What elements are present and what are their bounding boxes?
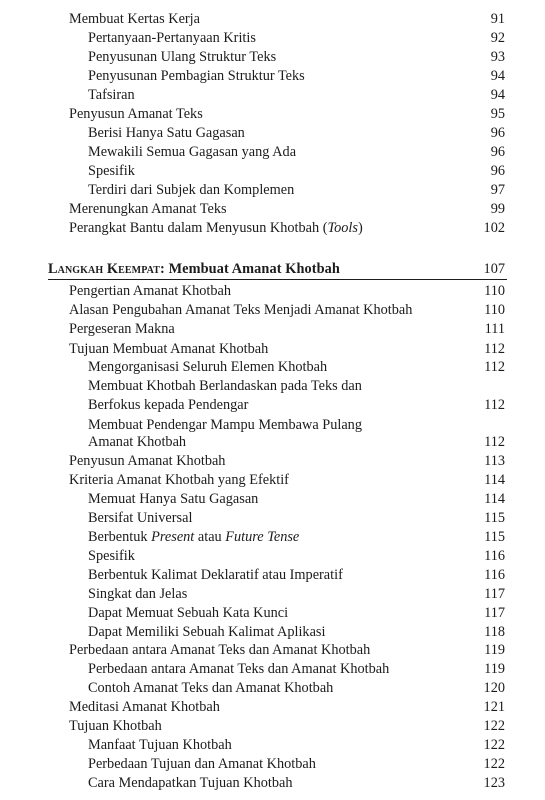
toc-entry-page: 94 (490, 87, 505, 103)
toc-entry-page: 110 (484, 283, 505, 299)
toc-entry-title: Membuat Kertas Kerja (69, 11, 201, 27)
chapter-page: 107 (483, 261, 505, 277)
toc-entry-page: 115 (484, 529, 505, 545)
toc-entry-page: 112 (484, 359, 505, 375)
toc-entry-title: Singkat dan Jelas (88, 586, 188, 602)
toc-entry-page: 95 (490, 106, 505, 122)
toc-entry-title: Memuat Hanya Satu Gagasan (88, 491, 259, 507)
toc-entry-title: Contoh Amanat Teks dan Amanat Khotbah (88, 680, 334, 696)
toc-entry-page: 96 (490, 125, 505, 141)
toc-entry-page: 116 (484, 548, 505, 564)
toc-entry-page: 112 (484, 434, 505, 450)
toc-entry-page: 112 (484, 341, 505, 357)
toc-entry-page: 113 (484, 453, 505, 469)
toc-entry-page: 122 (483, 756, 505, 772)
toc-entry-title: Manfaat Tujuan Khotbah (88, 737, 232, 753)
toc-entry-page: 117 (484, 586, 505, 602)
toc-entry-title: Spesifik (88, 163, 135, 179)
toc-entry-page: 112 (484, 397, 505, 413)
toc-entry-page: 122 (483, 718, 505, 734)
toc-entry-page: 123 (483, 775, 505, 791)
toc-entry-title-part: atau (194, 529, 226, 545)
toc-entry-title: Merenungkan Amanat Teks (69, 201, 227, 217)
toc-entry-title: Bersifat Universal (88, 510, 193, 526)
toc-entry-title: Alasan Pengubahan Amanat Teks Menjadi Amanat Khotbah (69, 302, 413, 318)
toc-entry-title: Penyusun Amanat Khotbah (69, 453, 226, 469)
toc-entry-page: 99 (490, 201, 505, 217)
toc-entry-page: 119 (484, 642, 505, 658)
toc-entry-title-part: ) (357, 220, 363, 236)
toc-entry-page: 117 (484, 605, 505, 621)
chapter-name: Membuat Amanat Khotbah (168, 261, 340, 277)
toc-entry-title-line2: Amanat Khotbah (88, 434, 187, 450)
toc-entry-title-line2: Berfokus kepada Pendengar (88, 397, 249, 413)
toc-entry-title: Pergeseran Makna (69, 321, 175, 337)
toc-entry-title: Tujuan Khotbah (69, 718, 162, 734)
toc-entry-title-italic: Present (151, 529, 195, 545)
toc-entry-title: Spesifik (88, 548, 135, 564)
toc-entry-title: Kriteria Amanat Khotbah yang Efektif (69, 472, 289, 488)
toc-entry-title: Penyusun Amanat Teks (69, 106, 203, 122)
toc-entry-title: Pengertian Amanat Khotbah (69, 283, 231, 299)
toc-entry-title: Mewakili Semua Gagasan yang Ada (88, 144, 297, 160)
toc-entry-page: 114 (484, 472, 505, 488)
toc-entry-title (88, 528, 299, 547)
chapter-divider (48, 279, 507, 280)
toc-entry-page: 122 (483, 737, 505, 753)
toc-entry-title: Penyusunan Pembagian Struktur Teks (88, 68, 305, 84)
toc-entry-title: Membuat Khotbah Berlandaskan pada Teks dan (88, 378, 362, 394)
toc-entry-page: 119 (484, 661, 505, 677)
toc-entry-title-italic: Tools (327, 220, 358, 236)
toc-entry-title: Terdiri dari Subjek dan Komplemen (88, 182, 295, 198)
toc-entry-title: Tafsiran (88, 87, 135, 103)
toc-entry-page: 91 (490, 11, 505, 27)
toc-entry-title: Pertanyaan-Pertanyaan Kritis (88, 30, 256, 46)
toc-entry-page: 96 (490, 144, 505, 160)
toc-entry-page: 102 (483, 220, 505, 236)
toc-entry-page: 118 (484, 624, 505, 640)
toc-entry-title-part: Berbentuk (88, 529, 152, 545)
toc-entry-title: Meditasi Amanat Khotbah (69, 699, 220, 715)
toc-entry-page: 121 (483, 699, 505, 715)
toc-entry-title: Mengorganisasi Seluruh Elemen Khotbah (88, 359, 328, 375)
toc-entry-page: 94 (490, 68, 505, 84)
toc-entry-page: 96 (490, 163, 505, 179)
toc-entry-page: 110 (484, 302, 505, 318)
toc-entry-title: Dapat Memiliki Sebuah Kalimat Aplikasi (88, 624, 326, 640)
toc-entry-title-italic: Future Tense (225, 529, 300, 545)
chapter-title (48, 260, 340, 279)
toc-entry-title: Berisi Hanya Satu Gagasan (88, 125, 245, 141)
toc-entry-title: Cara Mendapatkan Tujuan Khotbah (88, 775, 293, 791)
toc-entry-page: 97 (490, 182, 505, 198)
toc-entry-page: 93 (490, 49, 505, 65)
toc-entry-page: 120 (483, 680, 505, 696)
toc-entry-page: 111 (484, 321, 505, 337)
toc-entry-title: Membuat Pendengar Mampu Membawa Pulang (88, 417, 362, 433)
chapter-step-label: Langkah Keempat: (48, 261, 165, 277)
toc-entry-title: Penyusunan Ulang Struktur Teks (88, 49, 277, 65)
toc-entry-title: Dapat Memuat Sebuah Kata Kunci (88, 605, 289, 621)
toc-entry-page: 114 (484, 491, 505, 507)
toc-entry-title: Perbedaan Tujuan dan Amanat Khotbah (88, 756, 316, 772)
toc-entry-title-part: Perangkat Bantu dalam Menyusun Khotbah ( (69, 220, 328, 236)
toc-entry-title: Perbedaan antara Amanat Teks dan Amanat Khotbah (69, 642, 371, 658)
toc-entry-title: Berbentuk Kalimat Deklaratif atau Imperatif (88, 567, 343, 583)
toc-entry-page: 92 (490, 30, 505, 46)
toc-entry-title (69, 219, 363, 238)
toc-entry-title: Tujuan Membuat Amanat Khotbah (69, 341, 269, 357)
toc-entry-page: 116 (484, 567, 505, 583)
toc-entry-page: 115 (484, 510, 505, 526)
toc-entry-title: Perbedaan antara Amanat Teks dan Amanat Khotbah (88, 661, 390, 677)
